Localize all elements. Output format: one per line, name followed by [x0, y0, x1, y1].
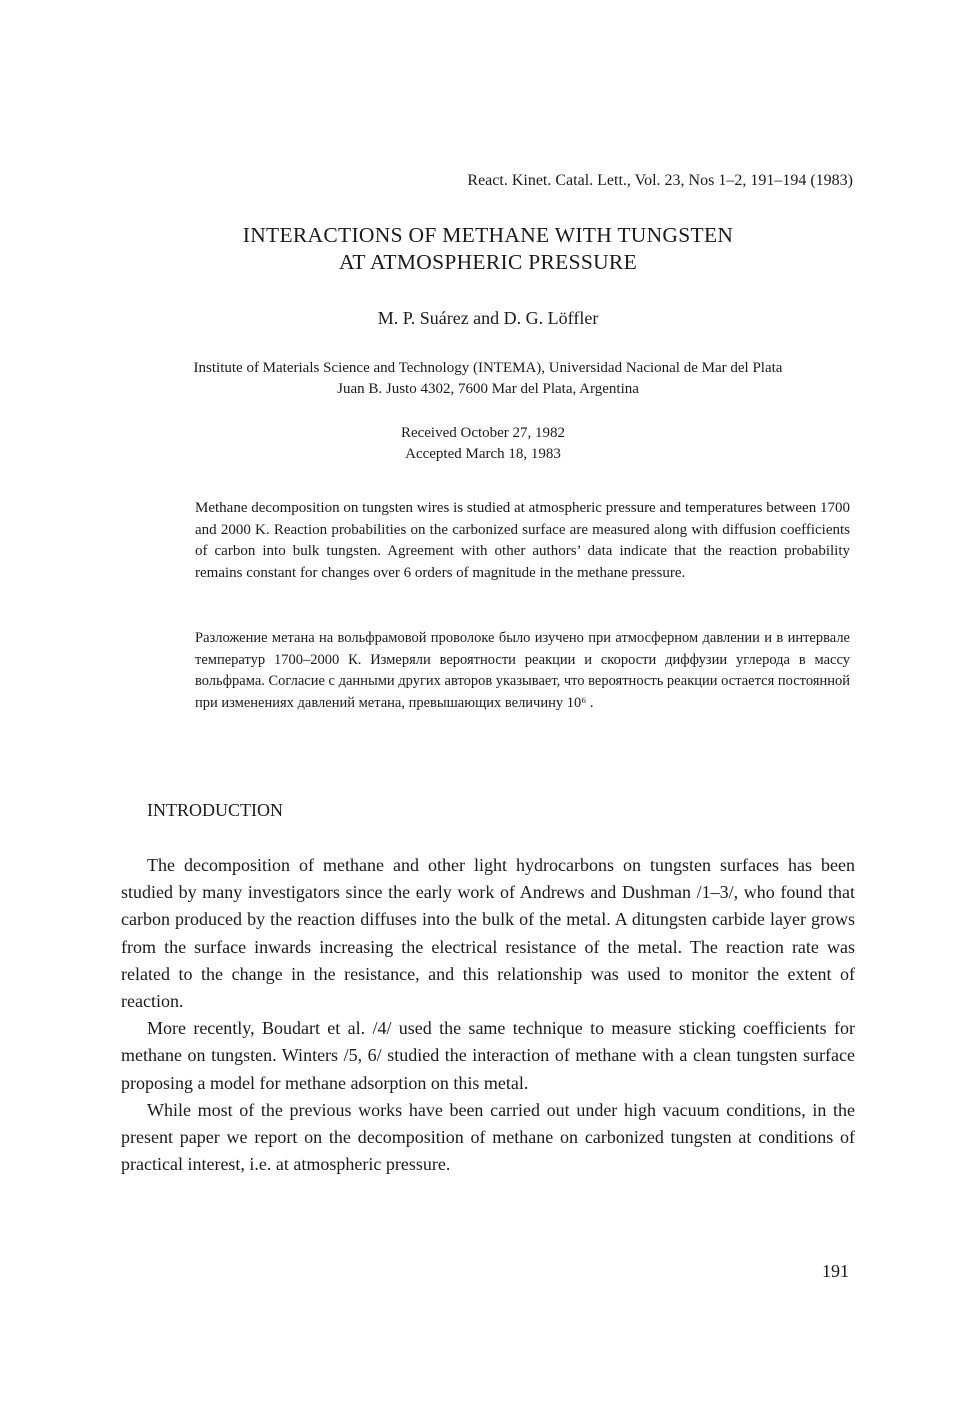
submission-dates — [0, 423, 966, 465]
accepted-date: Accepted March 18, 1983 — [405, 446, 561, 462]
abstract-russian — [195, 628, 850, 714]
title-line-1: INTERACTIONS OF METHANE WITH TUNGSTEN — [242, 223, 734, 247]
introduction-body — [121, 852, 855, 1178]
received-date: Received October 27, 1982 — [400, 425, 566, 441]
paper-title — [0, 222, 976, 276]
body-paragraph: More recently, Boudart et al. /4/ used the same technique to measure sticking coefficients for methane on tungsten. Winters /5, 6/ studied the interaction of methane with a clean tungsten surface proposing a model for methane adsorption on this metal. — [121, 1018, 855, 1093]
body-paragraph: While most of the previous works have been carried out under high vacuum conditions, in the present paper we report on the decomposition of methane on carbonized tungsten at conditions of practical interest, i.e. at atmospheric pressure. — [121, 1099, 855, 1175]
abstract-russian-text: Разложение метана на вольфрамовой проволоке было изучено при атмосферном давлении и в интервале температур 1700–2000 К. Измеряли вероятности реакции и скорости диффузии углерода в массу вольфрама. Согласие с данными других авторов указывает, что вероятность реакции остается постоянной при изменениях давлений метана, превышающих величину 10⁶ . — [195, 630, 850, 711]
abstract-english-text: Methane decomposition on tungsten wires is studied at atmospheric pressure and temperatures between 1700 and 2000 K. Reaction probabilities on the carbonized surface are measured along with diffusion coefficients of carbon into bulk tungsten. Agreement with other authors’ data indicate that the reaction probability remains constant for changes over 6 orders of magnitude in the methane pressure. — [195, 500, 850, 581]
affiliation-line-2: Juan B. Justo 4302, 7600 Mar del Plata, Argentina — [337, 381, 639, 397]
page-number: 191 — [822, 1261, 849, 1281]
authors: M. P. Suárez and D. G. Löffler — [377, 308, 599, 328]
affiliation — [0, 358, 976, 400]
section-heading-introduction: INTRODUCTION — [147, 800, 283, 820]
abstract-english — [195, 498, 850, 584]
journal-reference: React. Kinet. Catal. Lett., Vol. 23, Nos 1–2, 191–194 (1983) — [467, 172, 853, 189]
title-line-2: AT ATMOSPHERIC PRESSURE — [338, 250, 638, 274]
body-paragraph: The decomposition of methane and other light hydrocarbons on tungsten surfaces has been studied by many investigators since the early work of Andrews and Dushman /1–3/, who found that carbon produced by the reaction diffuses into the bulk of the metal. A ditungsten carbide layer grows from the surface inwards increasing the electrical resistance of the metal. The reaction rate was related to the change in the resistance, and this relationship was used to monitor the extent of reaction. — [121, 855, 855, 1012]
affiliation-line-1: Institute of Materials Science and Technology (INTEMA), Universidad Nacional de Mar del Plata — [193, 360, 783, 376]
